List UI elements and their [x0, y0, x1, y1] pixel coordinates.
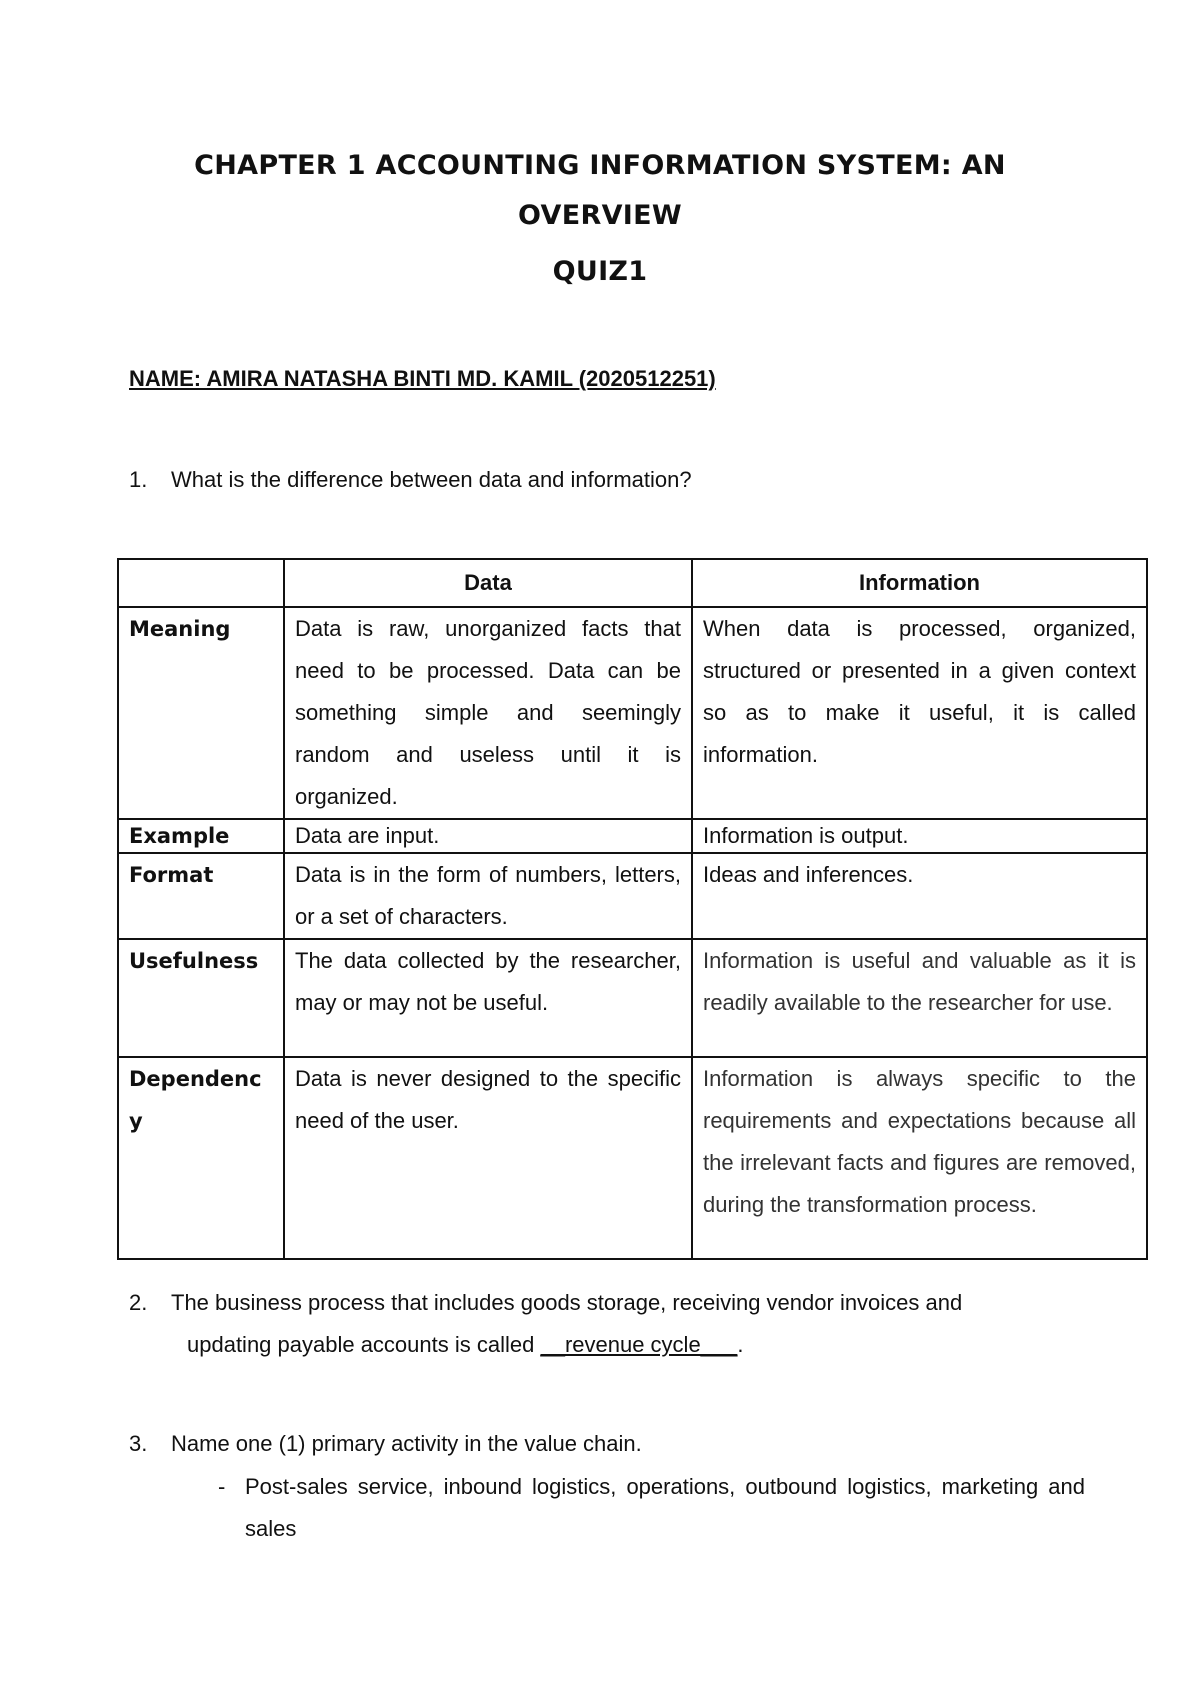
- table-row: [118, 819, 1147, 853]
- answer-text: Post-sales service, inbound logistics, operations, outbound logistics, marketing and sales: [245, 1474, 1085, 1541]
- quiz-title: QUIZ1: [552, 256, 648, 287]
- answer-blank: __revenue cycle___: [540, 1332, 738, 1357]
- table-row: [118, 607, 1147, 819]
- question-text: What is the difference between data and information?: [171, 467, 692, 492]
- question-number: 1.: [129, 467, 148, 492]
- question-3: [129, 1423, 1079, 1465]
- data-cell: The data collected by the researcher, may or may not be useful.: [284, 939, 692, 1057]
- student-name: NAME: AMIRA NATASHA BINTI MD. KAMIL (2020512251): [129, 366, 716, 391]
- row-label: Format: [118, 853, 284, 939]
- table-header-data: Data: [284, 559, 692, 607]
- row-label: Dependency: [118, 1057, 284, 1259]
- table-header-information: Information: [692, 559, 1147, 607]
- information-cell: Information is always specific to the requirements and expectations because all the irrelevant facts and figures are removed, during the transformation process.: [692, 1057, 1147, 1259]
- question-text-line1: The business process that includes goods storage, receiving vendor invoices and: [171, 1290, 963, 1315]
- question-text-prefix: updating payable accounts is called: [187, 1332, 541, 1357]
- table-row: [118, 1057, 1147, 1259]
- information-cell: Information is useful and valuable as it is readily available to the researcher for use.: [692, 939, 1147, 1057]
- information-cell: Ideas and inferences.: [692, 853, 1147, 939]
- chapter-title-continued: OVERVIEW: [518, 200, 682, 231]
- question-text-suffix: .: [737, 1332, 744, 1357]
- data-cell: Data is in the form of numbers, letters, or a set of characters.: [284, 853, 692, 939]
- row-label: Meaning: [118, 607, 284, 819]
- table-header-row: [118, 559, 1147, 607]
- data-cell: Data is raw, unorganized facts that need to be processed. Data can be something simple and seemingly random and useless until it is organized.: [284, 607, 692, 819]
- row-label: Usefulness: [118, 939, 284, 1057]
- information-cell: When data is processed, organized, structured or presented in a given context so as to make it useful, it is called information.: [692, 607, 1147, 819]
- question-2: [129, 1282, 1079, 1366]
- chapter-title: CHAPTER 1 ACCOUNTING INFORMATION SYSTEM: AN: [194, 150, 1006, 181]
- row-label: Example: [118, 819, 284, 853]
- data-cell: Data are input.: [284, 819, 692, 853]
- table-header-blank: [118, 559, 284, 607]
- question-number: 2.: [129, 1290, 148, 1315]
- information-cell: Information is output.: [692, 819, 1147, 853]
- list-dash: -: [218, 1474, 226, 1499]
- question-number: 3.: [129, 1431, 148, 1456]
- data-vs-information-table: [117, 558, 1148, 1260]
- table-row: [118, 853, 1147, 939]
- data-cell: Data is never designed to the specific need of the user.: [284, 1057, 692, 1259]
- question-text: Name one (1) primary activity in the value chain.: [171, 1431, 642, 1456]
- question-text-line2: [187, 1324, 744, 1366]
- question-1: [129, 459, 1079, 501]
- table-row: [118, 939, 1147, 1057]
